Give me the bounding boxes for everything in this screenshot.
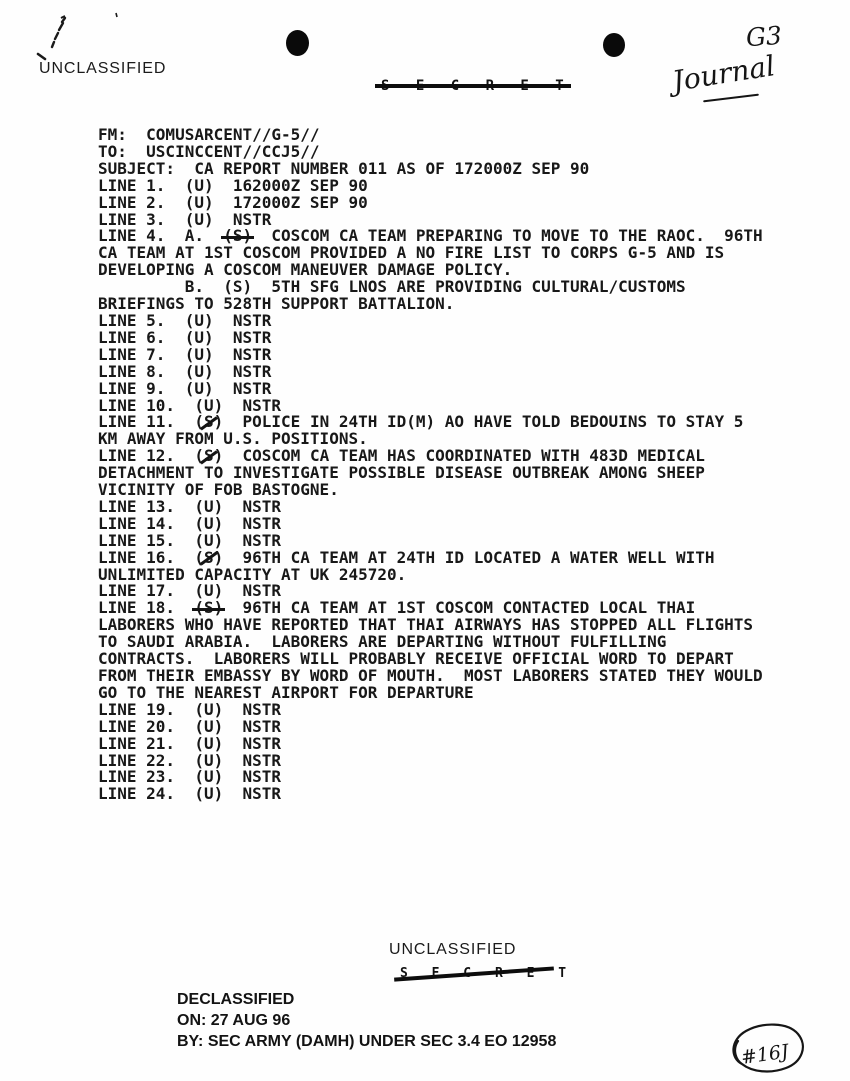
- body-line: LINE 17. (U) NSTR: [98, 581, 282, 601]
- body-line: LINE 3. (U) NSTR: [98, 209, 272, 229]
- struck-classification-mark: S: [203, 547, 214, 567]
- bottom-classification-label: UNCLASSIFIED: [389, 941, 517, 958]
- secret-stamp-tail-letter: T: [558, 966, 575, 981]
- body-line: KM AWAY FROM U.S. POSITIONS.: [98, 429, 368, 449]
- struck-classification-mark: (S): [194, 598, 224, 618]
- body-line: B. (S) 5TH SFG LNOS ARE PROVIDING CULTURAL/CUSTOMS: [98, 277, 686, 297]
- body-line: LINE 18. (S) 96TH CA TEAM AT 1ST COSCOM CONTACTED LOCAL THAI: [98, 598, 696, 618]
- body-line: LINE 9. (U) NSTR: [98, 378, 272, 398]
- declassified-title: DECLASSIFIED: [177, 991, 295, 1008]
- body-line: LINE 23. (U) NSTR: [98, 767, 282, 787]
- body-line: LINE 6. (U) NSTR: [98, 327, 272, 347]
- body-line: FM: COMUSARCENT//G-5//: [98, 125, 320, 144]
- top-classification-label: UNCLASSIFIED: [39, 60, 167, 77]
- body-line: LINE 14. (U) NSTR: [98, 513, 282, 533]
- handwritten-tag-text: #16J: [739, 1040, 790, 1069]
- body-line: LINE 13. (U) NSTR: [98, 496, 282, 516]
- body-line: UNLIMITED CAPACITY AT UK 245720.: [98, 564, 407, 584]
- declassified-date: ON: 27 AUG 96: [177, 1012, 291, 1029]
- body-line: LINE 7. (U) NSTR: [98, 344, 272, 364]
- body-line: CONTRACTS. LABORERS WILL PROBABLY RECEIVE OFFICIAL WORD TO DEPART: [98, 649, 734, 669]
- secret-stamp-struck-top: S E C R E T: [381, 78, 573, 94]
- body-line: LINE 10. (U) NSTR: [98, 395, 282, 415]
- body-line: LINE 2. (U) 172000Z SEP 90: [98, 192, 368, 212]
- body-line: SUBJECT: CA REPORT NUMBER 011 AS OF 172000Z SEP 90: [98, 158, 590, 178]
- secret-stamp-struck-letters: S E C R E: [400, 966, 543, 981]
- struck-classification-mark: (S): [223, 226, 253, 246]
- handwritten-journal-annotation: Journal: [670, 49, 778, 98]
- handwritten-scribble-mark: [28, 8, 138, 68]
- body-line: FROM THEIR EMBASSY BY WORD OF MOUTH. MOST LABORERS STATED THEY WOULD: [98, 666, 763, 685]
- body-line: BRIEFINGS TO 528TH SUPPORT BATTALION.: [98, 294, 455, 314]
- body-line: TO SAUDI ARABIA. LABORERS ARE DEPARTING WITHOUT FULFILLING: [98, 632, 667, 652]
- body-line: LINE 12. (S) COSCOM CA TEAM HAS COORDINATED WITH 483D MEDICAL: [98, 446, 705, 466]
- body-line: LINE 21. (U) NSTR: [98, 733, 282, 753]
- body-line: CA TEAM AT 1ST COSCOM PROVIDED A NO FIRE LIST TO CORPS G-5 AND IS: [98, 243, 725, 263]
- body-line: LINE 22. (U) NSTR: [98, 750, 282, 770]
- secret-stamp-struck-bottom: [400, 966, 574, 982]
- body-line: LINE 15. (U) NSTR: [98, 530, 282, 550]
- body-line: LINE 5. (U) NSTR: [98, 310, 272, 330]
- body-line: LINE 16. (S) 96TH CA TEAM AT 24TH ID LOCATED A WATER WELL WITH: [98, 547, 715, 567]
- body-line: DEVELOPING A COSCOM MANEUVER DAMAGE POLICY.: [98, 260, 513, 280]
- declassified-authority: BY: SEC ARMY (DAMH) UNDER SEC 3.4 EO 12958: [177, 1033, 557, 1050]
- body-line: LINE 24. (U) NSTR: [98, 784, 282, 804]
- body-line: VICINITY OF FOB BASTOGNE.: [98, 480, 339, 500]
- document-body: [98, 127, 763, 803]
- handwritten-underline: [703, 94, 759, 103]
- struck-classification-mark: S: [203, 446, 214, 466]
- body-line: LINE 8. (U) NSTR: [98, 361, 272, 381]
- body-line: DETACHMENT TO INVESTIGATE POSSIBLE DISEASE OUTBREAK AMONG SHEEP: [98, 463, 705, 483]
- body-line: GO TO THE NEAREST AIRPORT FOR DEPARTURE: [98, 682, 474, 702]
- body-line: LINE 19. (U) NSTR: [98, 699, 282, 719]
- body-line: LINE 11. (S) POLICE IN 24TH ID(M) AO HAVE TOLD BEDOUINS TO STAY 5: [98, 412, 744, 432]
- handwritten-g3-annotation: G3: [745, 20, 783, 53]
- punch-hole-dot-icon: [286, 30, 309, 56]
- body-line: LINE 1. (U) 162000Z SEP 90: [98, 175, 368, 195]
- body-line: TO: USCINCCENT//CCJ5//: [98, 141, 320, 161]
- body-line: LABORERS WHO HAVE REPORTED THAT THAI AIRWAYS HAS STOPPED ALL FLIGHTS: [98, 615, 754, 635]
- body-line: LINE 20. (U) NSTR: [98, 716, 282, 736]
- handwritten-circled-tag: [712, 1014, 822, 1080]
- declassification-block: [177, 989, 556, 1052]
- struck-classification-mark: S: [203, 412, 214, 432]
- body-line: LINE 4. A. (S) COSCOM CA TEAM PREPARING TO MOVE TO THE RAOC. 96TH: [98, 226, 763, 246]
- punch-hole-dot-icon: [603, 33, 625, 57]
